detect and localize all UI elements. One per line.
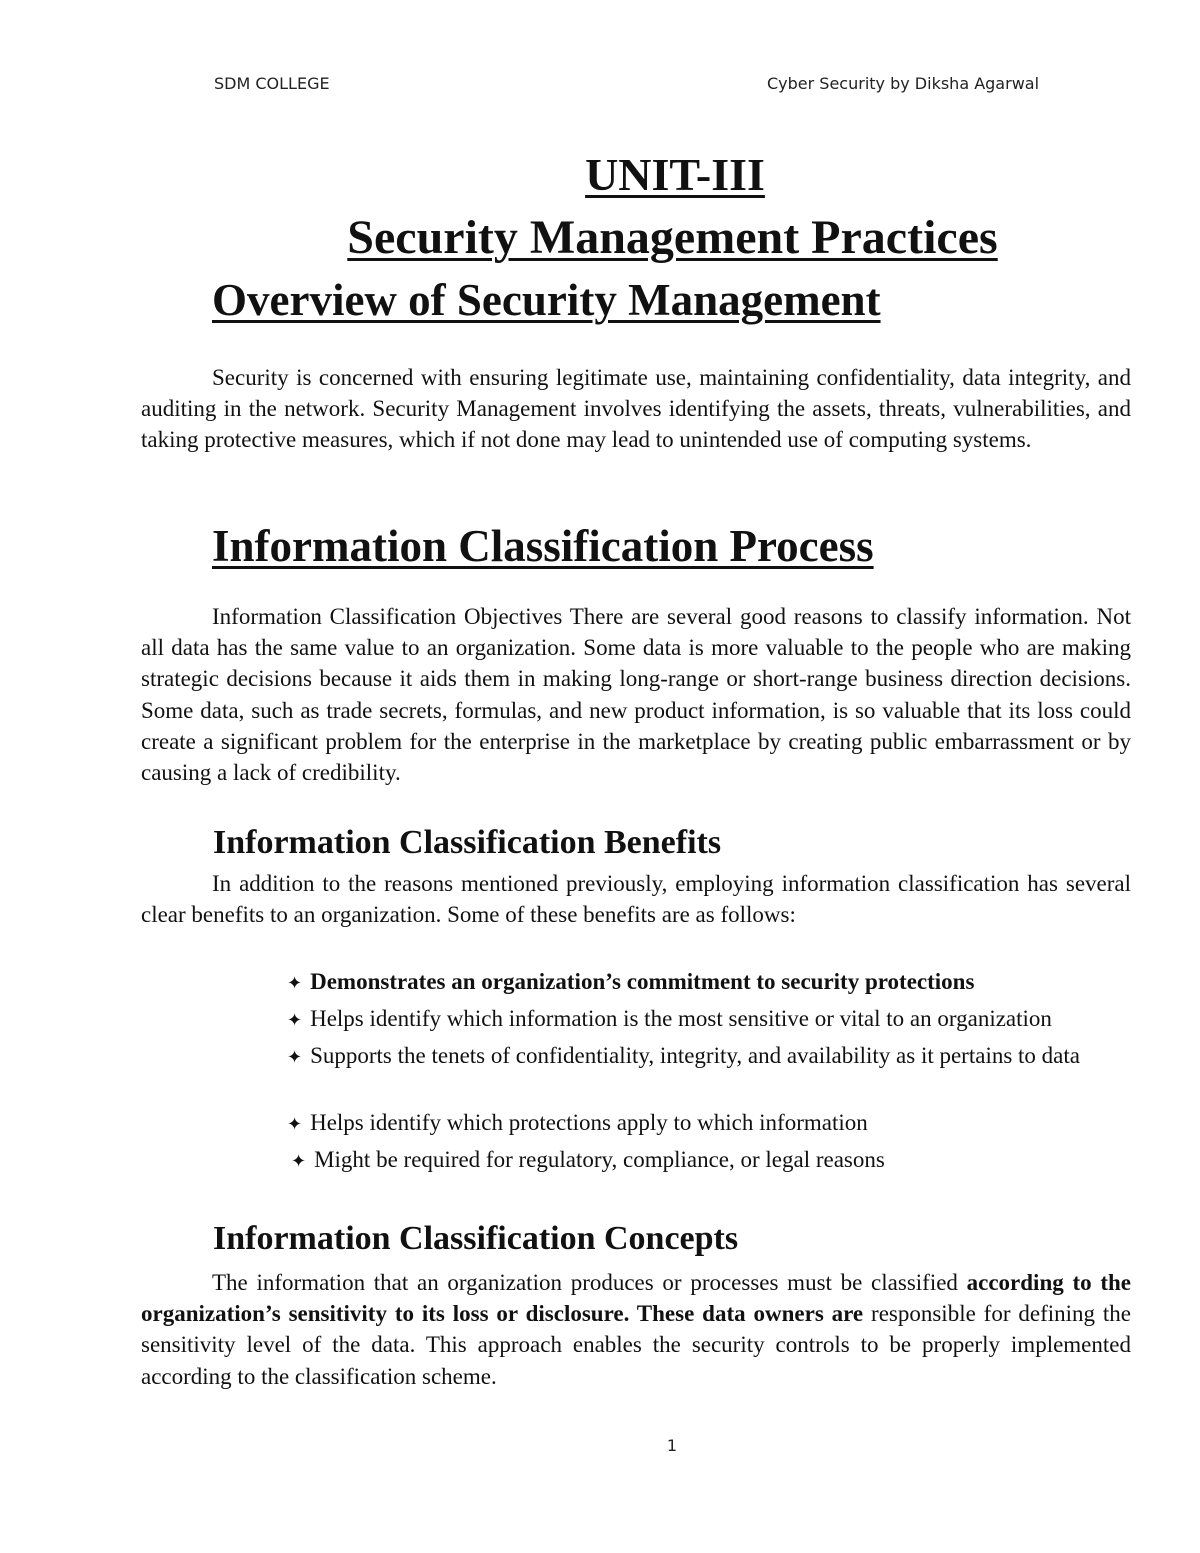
benefit-item [141, 966, 1131, 999]
objectives-paragraph: Information Classification Objectives There are several good reasons to classify information. Not all data has the same value to an organization. Some data is more valuable to the people who are making strategic decisions because it aids them in making long-range or short-range business direction decisions. Some data, such as trade secrets, formulas, and new product information, is so valuable that its loss could create a significant problem for the enterprise in the marketplace by creating public embarrassment or by causing a lack of credibility. [141, 604, 1131, 786]
benefit-item-text: Might be required for regulatory, compliance, or legal reasons [314, 1147, 885, 1172]
star-bullet-icon: ✦ [287, 1114, 303, 1135]
subject-title: Security Management Practices [347, 211, 998, 264]
benefit-item [141, 1144, 1131, 1177]
concepts-heading: Information Classification Concepts [213, 1220, 739, 1257]
star-bullet-icon: ✦ [287, 1010, 303, 1031]
benefit-item-text: Helps identify which protections apply to which information [310, 1110, 868, 1135]
unit-title: UNIT-III [585, 149, 765, 200]
benefits-intro-paragraph: In addition to the reasons mentioned previously, employing information classification has several clear benefits to an organization. Some of these benefits are as follows: [141, 871, 1131, 928]
concepts-text-part2: responsible for defining the sensitivity level of the data. This approach enables the security controls to be properly implemented according to the classification scheme. [141, 1301, 1131, 1389]
page-number: 1 [666, 1436, 678, 1455]
star-bullet-icon: ✦ [287, 1047, 303, 1068]
benefit-item [141, 1003, 1131, 1036]
star-bullet-icon: ✦ [287, 973, 303, 994]
overview-paragraph: Security is concerned with ensuring legitimate use, maintaining confidentiality, data integrity, and auditing in the network. Security Management involves identifying the assets, threats, vulnerabilities, and taking protective measures, which if not done may lead to unintended use of computing systems. [141, 365, 1131, 453]
benefit-item [141, 1040, 1131, 1073]
benefit-item-text: Helps identify which information is the most sensitive or vital to an organization [310, 1006, 1052, 1031]
header-left-text: SDM COLLEGE [214, 74, 330, 93]
benefit-item-text: Supports the tenets of confidentiality, integrity, and availability as it pertains to data [310, 1043, 1080, 1068]
concepts-text-part1: The information that an organization produces or processes must be classified [212, 1270, 967, 1295]
classification-process-title: Information Classification Process [212, 521, 874, 571]
benefits-heading: Information Classification Benefits [213, 824, 722, 861]
benefit-item [141, 1107, 1131, 1140]
concepts-text-bold: according to the organization’s sensitivity to its loss or disclosure. These data owners are [141, 1270, 1132, 1327]
header-right-text: Cyber Security by Diksha Agarwal [767, 74, 1040, 93]
benefit-item-text: Demonstrates an organization’s commitment to security protections [310, 969, 975, 994]
star-bullet-icon: ✦ [291, 1151, 307, 1172]
concepts-paragraph [141, 1267, 1131, 1392]
overview-title: Overview of Security Management [212, 275, 881, 325]
